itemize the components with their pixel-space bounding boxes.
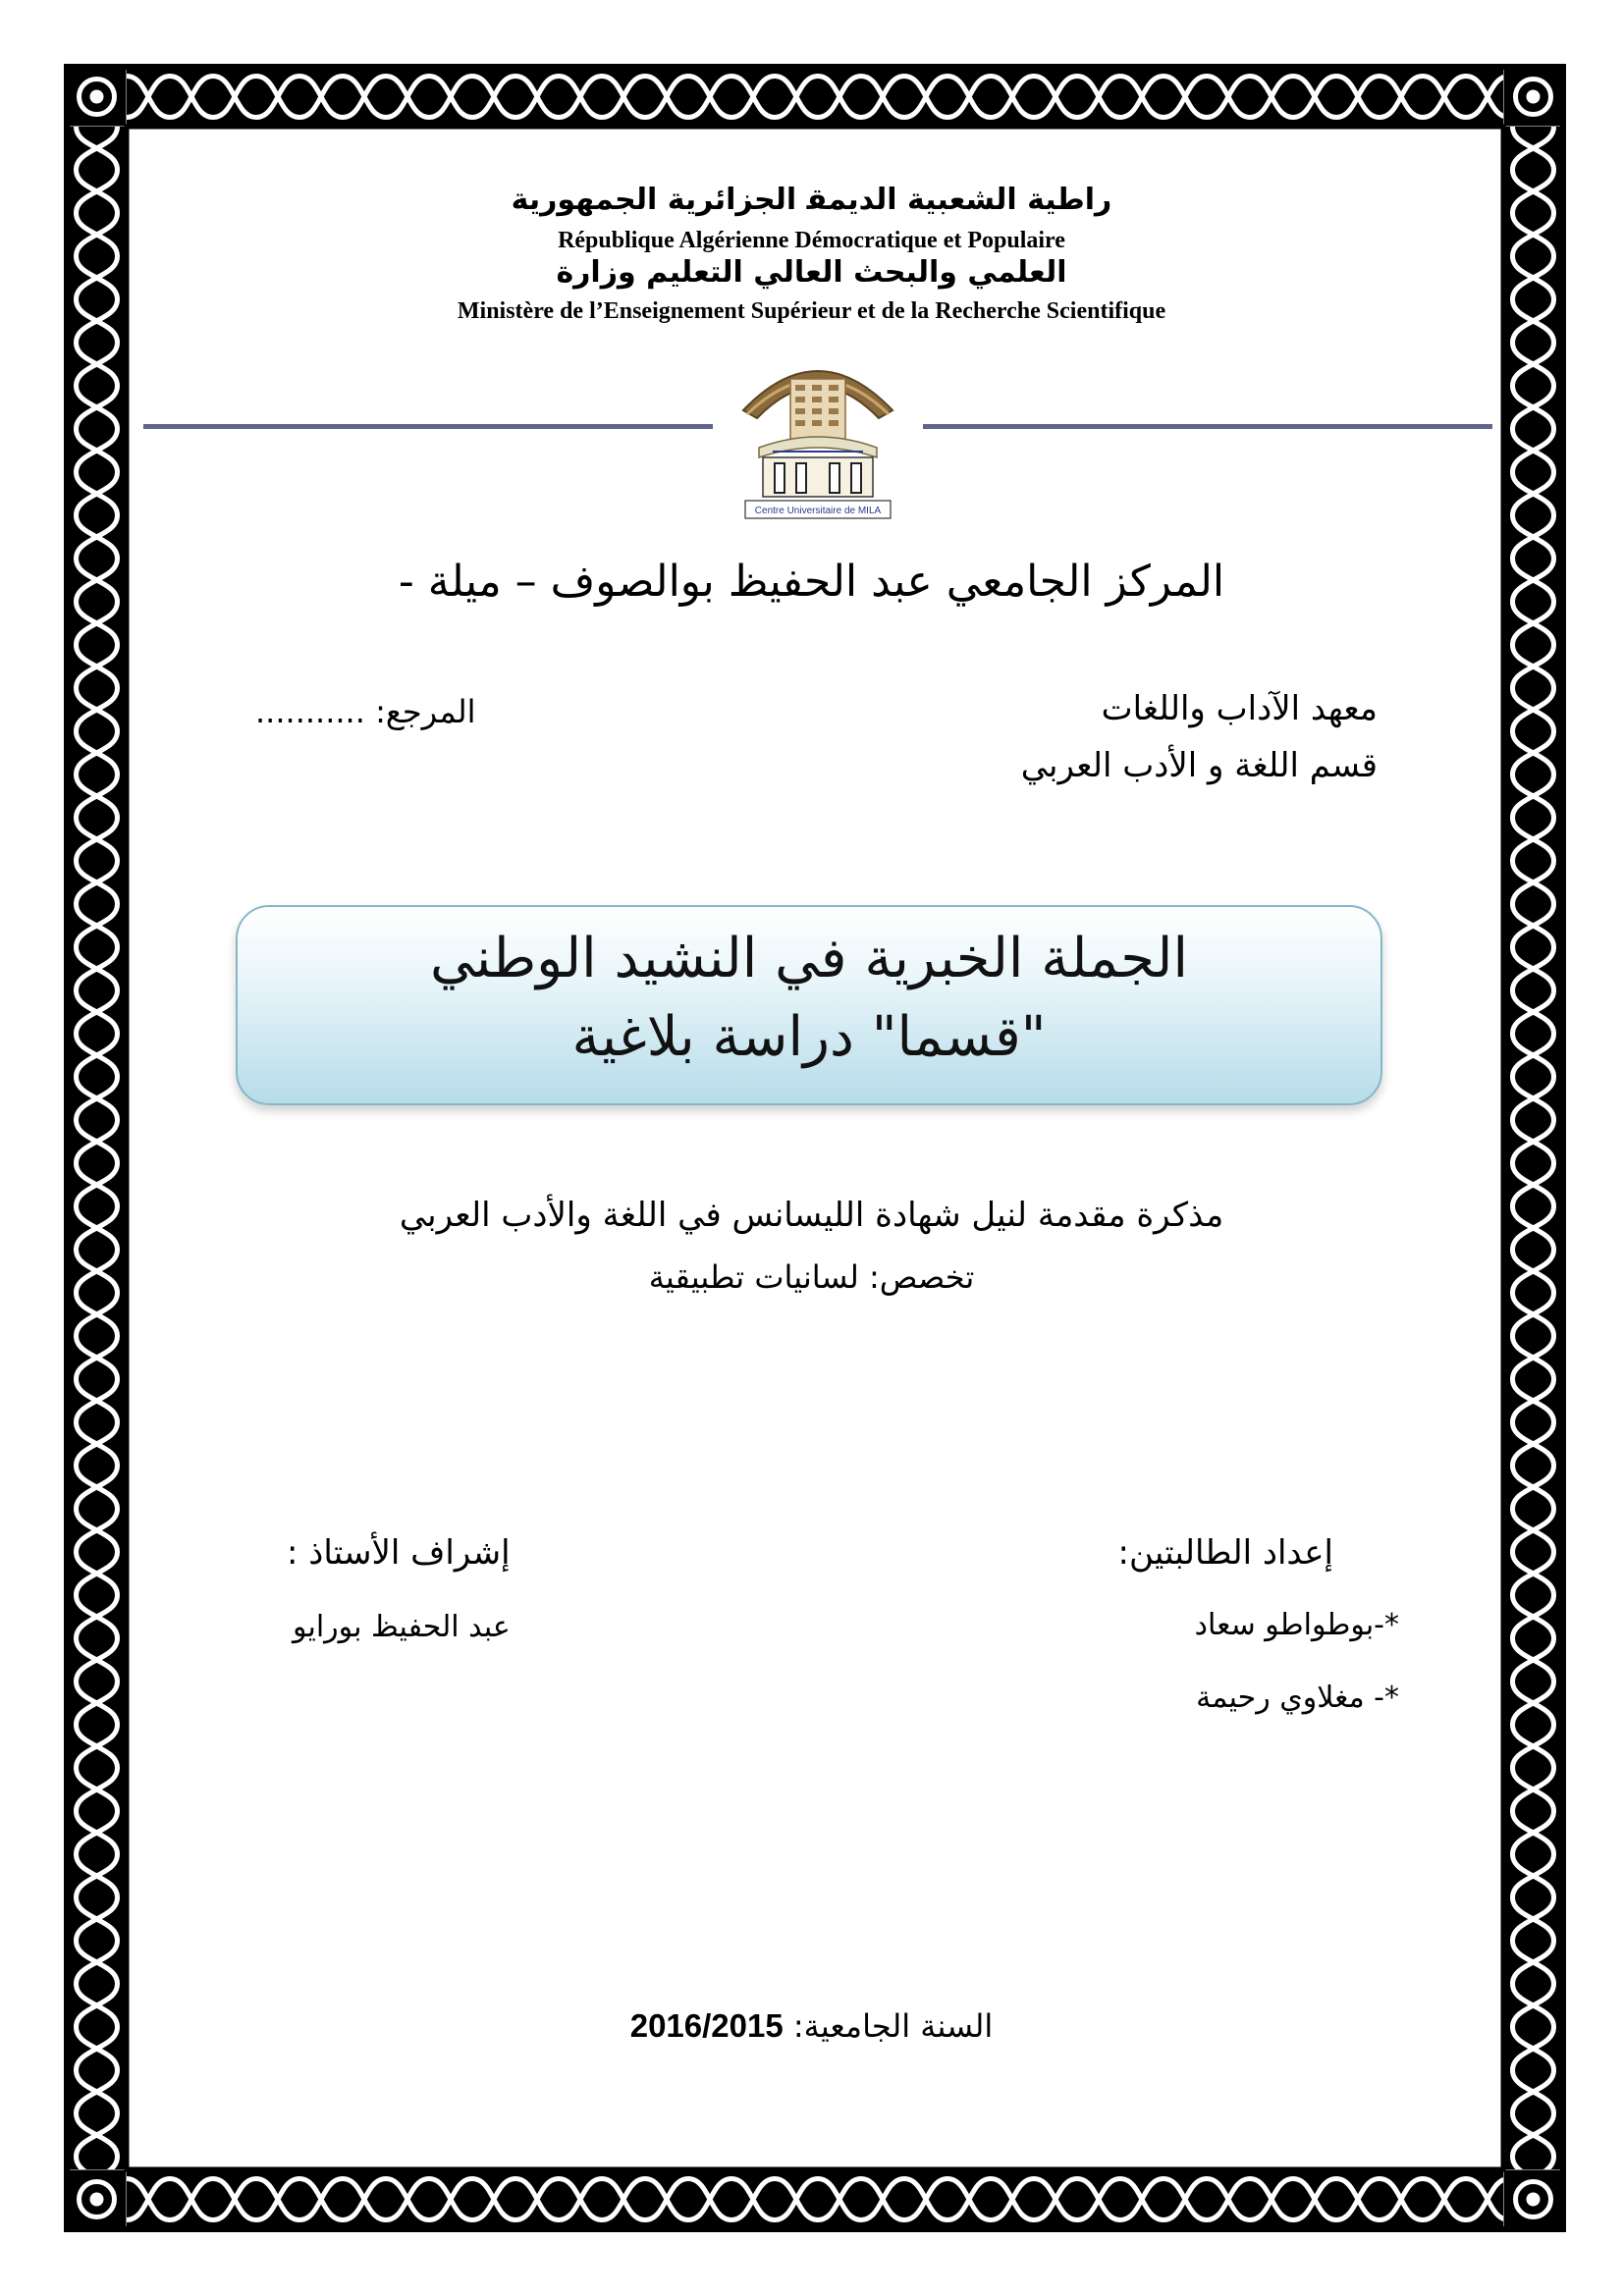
reference-label: المرجع: — [375, 693, 476, 730]
academic-year-label: السنة الجامعية: — [792, 2007, 994, 2045]
students-label: إعداد الطالبتين: — [1117, 1533, 1333, 1573]
header-rule-right — [923, 424, 1492, 429]
department-name: قسم اللغة و الأدب العربي — [1020, 746, 1378, 785]
thesis-title-line1: الجملة الخبرية في النشيد الوطني — [430, 927, 1188, 990]
specialty: تخصص: لسانيات تطبيقية — [648, 1258, 975, 1296]
header-rule-left — [143, 424, 713, 429]
thesis-subtitle: مذكرة مقدمة لنيل شهادة الليسانس في اللغة والأدب العربي — [399, 1196, 1224, 1235]
border-chain-left — [70, 127, 125, 2200]
ministry-french: Ministère de l’Enseignement Supérieur et de la Recherche Scientifique — [457, 298, 1166, 324]
reference — [255, 693, 475, 730]
academic-year — [0, 2007, 1623, 2045]
institution-name: المركز الجامعي عبد الحفيظ بوالصوف – ميلة - — [398, 557, 1225, 607]
thesis-title-line2: "قسما" دراسة بلاغية — [571, 1005, 1047, 1069]
student-name-2: *- مغلاوي رحيمة — [1196, 1681, 1399, 1715]
institute-name: معهد الآداب واللغات — [1101, 689, 1378, 728]
logo-caption: Centre Universitaire de MILA — [754, 506, 882, 516]
student-name-1: *-بوطواطو سعاد — [1194, 1608, 1399, 1642]
thesis-title-box — [236, 905, 1382, 1105]
republic-arabic: ﺭﺍﻃﻴﺔ ﺍﻟﺸﻌﺒﻴﺔ ﺍﻟﺪﻳﻤﻘ ﺍﻟﺠﺰﺍﺋﺮﻳﺔ ﺍﻟﺠﻤﻬﻮﺭﻳﺔ — [511, 183, 1112, 217]
academic-year-value: 2016/2015 — [629, 2007, 784, 2044]
supervisor-label: إشراف الأستاذ : — [287, 1533, 511, 1573]
border-chain-right — [1506, 127, 1561, 2200]
border-chain-top — [127, 70, 1509, 125]
reference-value: ........... — [255, 693, 365, 730]
republic-french: République Algérienne Démocratique et Populaire — [558, 228, 1065, 253]
border-chain-bottom — [127, 2172, 1509, 2227]
university-building-logo — [733, 342, 902, 528]
ministry-arabic: ﺍﻟﻌﻠﻤﻲ ﻭﺍﻟﺒﺤﺚ ﺍﻟﻌﺎﻟﻲ ﺍﻟﺘﻌﻠﻴﻢ ﻭﺯﺍﺭﺓ — [556, 255, 1067, 290]
supervisor-name: عبد الحفيظ بورايو — [293, 1610, 511, 1644]
